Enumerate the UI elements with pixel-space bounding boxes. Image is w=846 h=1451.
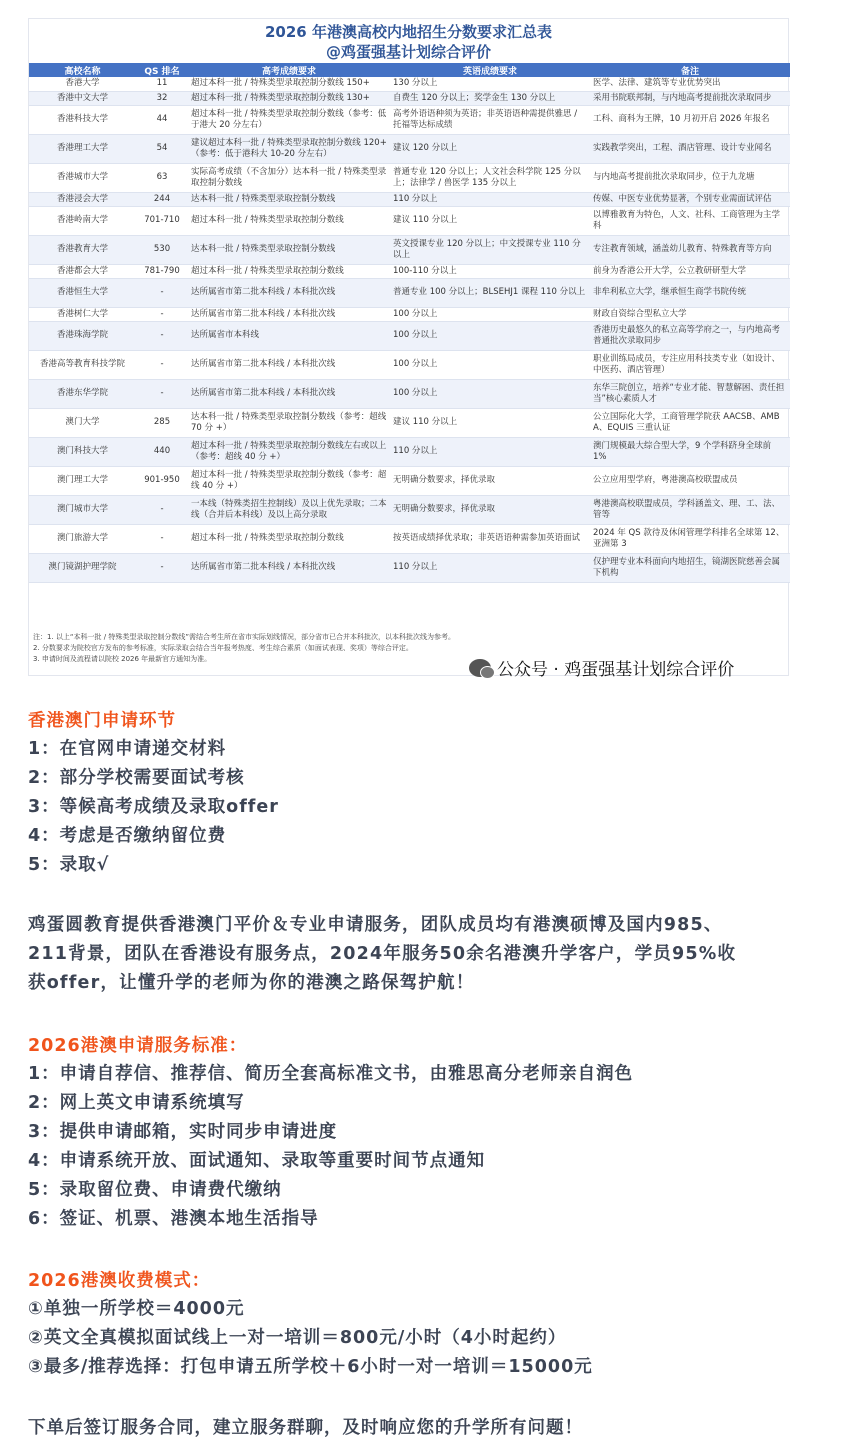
table-cell: 无明确分数要求，择优录取: [390, 495, 590, 524]
table-cell: 澳门大学: [29, 408, 136, 437]
table-cell: 100-110 分以上: [390, 264, 590, 278]
intro-line: 211背景，团队在香港设有服务点，2024年服务50余名港澳升学客户，学员95%收: [28, 944, 737, 964]
table-cell: 香港东华学院: [29, 379, 136, 408]
table-row: [29, 495, 790, 524]
table-cell: 达所属省市第二批本科线 / 本科批次线: [188, 307, 390, 321]
list-item: 5：录取√: [28, 855, 110, 875]
table-cell: 285: [136, 408, 188, 437]
table-cell: 100 分以上: [390, 350, 590, 379]
table-cell: 44: [136, 105, 188, 134]
list-item: 2：网上英文申请系统填写: [28, 1093, 245, 1113]
table-cell: 香港浸会大学: [29, 192, 136, 206]
table-cell: 香港岭南大学: [29, 206, 136, 235]
table-cell: 香港教育大学: [29, 235, 136, 264]
table-cell: 超过本科一批 / 特殊类型录取控制分数线 150+: [188, 77, 390, 91]
table-cell: 职业训练局成员，专注应用科技类专业（如设计、中医药、酒店管理）: [590, 350, 790, 379]
table-cell: 香港中文大学: [29, 91, 136, 105]
table-cell: -: [136, 495, 188, 524]
table-cell: 781-790: [136, 264, 188, 278]
table-cell: 超过本科一批 / 特殊类型录取控制分数线 130+: [188, 91, 390, 105]
table-cell: 普通专业 120 分以上；人文社会科学院 125 分以上；法律学 / 兽医学 135 分以上: [390, 163, 590, 192]
table-cell: 建议 120 分以上: [390, 134, 590, 163]
table-cell: -: [136, 350, 188, 379]
table-cell: 香港科技大学: [29, 105, 136, 134]
wechat-watermark: [469, 655, 734, 680]
list-item: 1：申请自荐信、推荐信、简历全套高标准文书，由雅思高分老师亲自润色: [28, 1064, 634, 1084]
table-cell: 超过本科一批 / 特殊类型录取控制分数线: [188, 206, 390, 235]
table-cell: 高考外语语种须为英语；非英语语种需提供雅思 / 托福等达标成绩: [390, 105, 590, 134]
table-cell: 2024 年 QS 款待及休闲管理学科排名全球第 12、亚洲第 3: [590, 524, 790, 553]
table-cell: 建议超过本科一批 / 特殊类型录取控制分数线 120+（参考：低于港科大 10-20 分左右）: [188, 134, 390, 163]
table-cell: 110 分以上: [390, 192, 590, 206]
score-table: [29, 63, 790, 583]
table-cell: 超过本科一批 / 特殊类型录取控制分数线: [188, 524, 390, 553]
table-row: [29, 437, 790, 466]
table-cell: 440: [136, 437, 188, 466]
table-cell: 超过本科一批 / 特殊类型录取控制分数线（参考：低于港大 20 分左右）: [188, 105, 390, 134]
table-cell: 超过本科一批 / 特殊类型录取控制分数线左右或以上（参考：超线 40 分 +）: [188, 437, 390, 466]
table-row: [29, 77, 790, 91]
table-cell: 达所属省市第二批本科线 / 本科批次线: [188, 350, 390, 379]
table-row: [29, 307, 790, 321]
list-item: 1：在官网申请递交材料: [28, 739, 227, 759]
table-cell: 香港城市大学: [29, 163, 136, 192]
table-cell: 530: [136, 235, 188, 264]
table-cell: 达所属省市第二批本科线 / 本科批次线: [188, 553, 390, 582]
table-cell: 110 分以上: [390, 437, 590, 466]
section1-list: [28, 735, 798, 880]
intro-line: 鸡蛋圆教育提供香港澳门平价＆专业申请服务，团队成员均有港澳硕博及国内985、: [28, 915, 723, 935]
list-item: ③最多/推荐选择：打包申请五所学校＋6小时一对一培训＝15000元: [28, 1357, 593, 1377]
admission-score-table-image: [28, 18, 789, 680]
header-cell: 备注: [590, 63, 790, 77]
table-cell: 达本科一批 / 特殊类型录取控制分数线: [188, 192, 390, 206]
note-line: 2. 分数要求为院校官方发布的参考标准，实际录取会结合当年报考热度、考生综合素质（如面试表现、奖项）等综合评定。: [33, 644, 413, 652]
table-cell: 达本科一批 / 特殊类型录取控制分数线: [188, 235, 390, 264]
table-cell: 工科、商科为王牌，10 月初开启 2026 年报名: [590, 105, 790, 134]
table-row: [29, 134, 790, 163]
intro-line: 获offer，让懂升学的老师为你的港澳之路保驾护航！: [28, 973, 475, 993]
table-row: [29, 408, 790, 437]
list-item: 5：录取留位费、申请费代缴纳: [28, 1180, 282, 1200]
table-cell: 110 分以上: [390, 553, 590, 582]
table-cell: 100 分以上: [390, 307, 590, 321]
table-cell: 香港树仁大学: [29, 307, 136, 321]
table-cell: 32: [136, 91, 188, 105]
table-row: [29, 553, 790, 582]
section3-heading: 2026港澳收费模式：: [28, 1271, 211, 1291]
table-cell: -: [136, 307, 188, 321]
table-cell: 244: [136, 192, 188, 206]
table-row: [29, 379, 790, 408]
header-cell: QS 排名: [136, 63, 188, 77]
table-row: [29, 91, 790, 105]
table-row: [29, 105, 790, 134]
table-cell: 按英语成绩择优录取；非英语语种需参加英语面试: [390, 524, 590, 553]
table-cell: 医学、法律、建筑等专业优势突出: [590, 77, 790, 91]
table-row: [29, 524, 790, 553]
table-cell: -: [136, 553, 188, 582]
table-cell: 香港高等教育科技学院: [29, 350, 136, 379]
table-cell: 澳门旅游大学: [29, 524, 136, 553]
table-cell: 香港恒生大学: [29, 278, 136, 307]
section1-heading: 香港澳门申请环节: [28, 711, 176, 731]
table-title: 2026 年港澳高校内地招生分数要求汇总表: [265, 23, 552, 41]
table-row: [29, 235, 790, 264]
table-row: [29, 321, 790, 350]
table-row: [29, 192, 790, 206]
list-item: 3：提供申请邮箱，实时同步申请进度: [28, 1122, 338, 1142]
header-cell: 英语成绩要求: [390, 63, 590, 77]
table-cell: 以博雅教育为特色，人文、社科、工商管理为主学科: [590, 206, 790, 235]
table-cell: 无明确分数要求，择优录取: [390, 466, 590, 495]
table-row: [29, 350, 790, 379]
table-subtitle: @鸡蛋强基计划综合评价: [325, 43, 491, 61]
header-cell: 高考成绩要求: [188, 63, 390, 77]
table-cell: 财政自资综合型私立大学: [590, 307, 790, 321]
table-row: [29, 278, 790, 307]
table-cell: 前身为香港公开大学，公立教研研型大学: [590, 264, 790, 278]
table-cell: 100 分以上: [390, 321, 590, 350]
table-cell: 澳门科技大学: [29, 437, 136, 466]
table-cell: 63: [136, 163, 188, 192]
list-item: 2：部分学校需要面试考核: [28, 768, 245, 788]
table-cell: 澳门城市大学: [29, 495, 136, 524]
table-cell: 非牟利私立大学，继承恒生商学书院传统: [590, 278, 790, 307]
table-cell: 超过本科一批 / 特殊类型录取控制分数线: [188, 264, 390, 278]
table-cell: 粤港澳高校联盟成员，学科涵盖文、理、工、法、管等: [590, 495, 790, 524]
table-cell: 澳门理工大学: [29, 466, 136, 495]
table-cell: 一本线（特殊类招生控制线）及以上优先录取；二本线（合并后本科线）及以上高分录取: [188, 495, 390, 524]
table-cell: 普通专业 100 分以上；BLSEHJ1 课程 110 分以上: [390, 278, 590, 307]
table-row: [29, 206, 790, 235]
table-cell: 公立国际化大学，工商管理学院获 AACSB、AMBA、EQUIS 三重认证: [590, 408, 790, 437]
table-cell: 传媒、中医专业优势显著，个别专业需面试评估: [590, 192, 790, 206]
table-cell: 香港都会大学: [29, 264, 136, 278]
table-cell: 超过本科一批 / 特殊类型录取控制分数线（参考：超线 40 分 +）: [188, 466, 390, 495]
table-cell: 100 分以上: [390, 379, 590, 408]
table-cell: 公立应用型学府，粤港澳高校联盟成员: [590, 466, 790, 495]
list-item: 4：申请系统开放、面试通知、录取等重要时间节点通知: [28, 1151, 486, 1171]
section2-list: [28, 1060, 798, 1234]
table-header-row: [29, 63, 790, 77]
table-cell: 达所属省市本科线: [188, 321, 390, 350]
table-cell: 香港理工大学: [29, 134, 136, 163]
intro-paragraph: [28, 911, 798, 998]
table-cell: 901-950: [136, 466, 188, 495]
table-cell: 专注教育领域，涵盖幼儿教育、特殊教育等方向: [590, 235, 790, 264]
table-cell: 建议 110 分以上: [390, 408, 590, 437]
table-cell: 澳门镜湖护理学院: [29, 553, 136, 582]
table-row: [29, 163, 790, 192]
table-cell: 香港大学: [29, 77, 136, 91]
table-cell: 香港珠海学院: [29, 321, 136, 350]
table-cell: 与内地高考提前批次录取同步，位于九龙塘: [590, 163, 790, 192]
table-row: [29, 466, 790, 495]
note-line: 3. 申请时间及流程请以院校 2026 年最新官方通知为准。: [33, 655, 212, 663]
list-item: 3：等候高考成绩及录取offer: [28, 797, 279, 817]
table-cell: 香港历史最悠久的私立高等学府之一，与内地高考普通批次录取同步: [590, 321, 790, 350]
table-cell: 建议 110 分以上: [390, 206, 590, 235]
list-item: 4：考虑是否缴纳留位费: [28, 826, 227, 846]
table-cell: 东华三院创立，培养“专业才能、智慧解困、责任担当”核心素质人才: [590, 379, 790, 408]
table-cell: 仅护理专业本科面向内地招生，镜湖医院慈善会属下机构: [590, 553, 790, 582]
footer-note: 下单后签订服务合同，建立服务群聊，及时响应您的升学所有问题！: [28, 1418, 583, 1438]
table-cell: -: [136, 379, 188, 408]
table-cell: -: [136, 278, 188, 307]
table-cell: 实际高考成绩（不含加分）达本科一批 / 特殊类型录取控制分数线: [188, 163, 390, 192]
list-item: 6：签证、机票、港澳本地生活指导: [28, 1209, 319, 1229]
table-cell: 英文授课专业 120 分以上；中文授课专业 110 分以上: [390, 235, 590, 264]
table-cell: 54: [136, 134, 188, 163]
table-cell: 130 分以上: [390, 77, 590, 91]
section2-heading: 2026港澳申请服务标准：: [28, 1036, 248, 1056]
wechat-icon: [469, 659, 491, 677]
table-row: [29, 264, 790, 278]
list-item: ①单独一所学校＝4000元: [28, 1299, 245, 1319]
table-cell: 701-710: [136, 206, 188, 235]
table-cell: 采用书院联邦制，与内地高考提前批次录取同步: [590, 91, 790, 105]
table-cell: 达所属省市第二批本科线 / 本科批次线: [188, 379, 390, 408]
table-cell: 达本科一批 / 特殊类型录取控制分数线（参考：超线 70 分 +）: [188, 408, 390, 437]
table-body: [29, 77, 790, 582]
watermark-text: 公众号 · 鸡蛋强基计划综合评价: [497, 660, 735, 680]
table-cell: 达所属省市第二批本科线 / 本科批次线: [188, 278, 390, 307]
table-cell: 澳门规模最大综合型大学，9 个学科跻身全球前 1%: [590, 437, 790, 466]
section3-list: [28, 1295, 798, 1382]
note-line: 注：1. 以上“本科一批 / 特殊类型录取控制分数线”需结合考生所在省市实际划线情况，部分省市已合并本科批次，以本科批次线为参考。: [33, 633, 455, 641]
table-cell: 实践教学突出，工程、酒店管理、设计专业闻名: [590, 134, 790, 163]
table-cell: -: [136, 524, 188, 553]
table-cell: 自费生 120 分以上；奖学金生 130 分以上: [390, 91, 590, 105]
list-item: ②英文全真模拟面试线上一对一培训＝800元/小时（4小时起约）: [28, 1328, 567, 1348]
table-cell: -: [136, 321, 188, 350]
table-cell: 11: [136, 77, 188, 91]
header-cell: 高校名称: [29, 63, 136, 77]
